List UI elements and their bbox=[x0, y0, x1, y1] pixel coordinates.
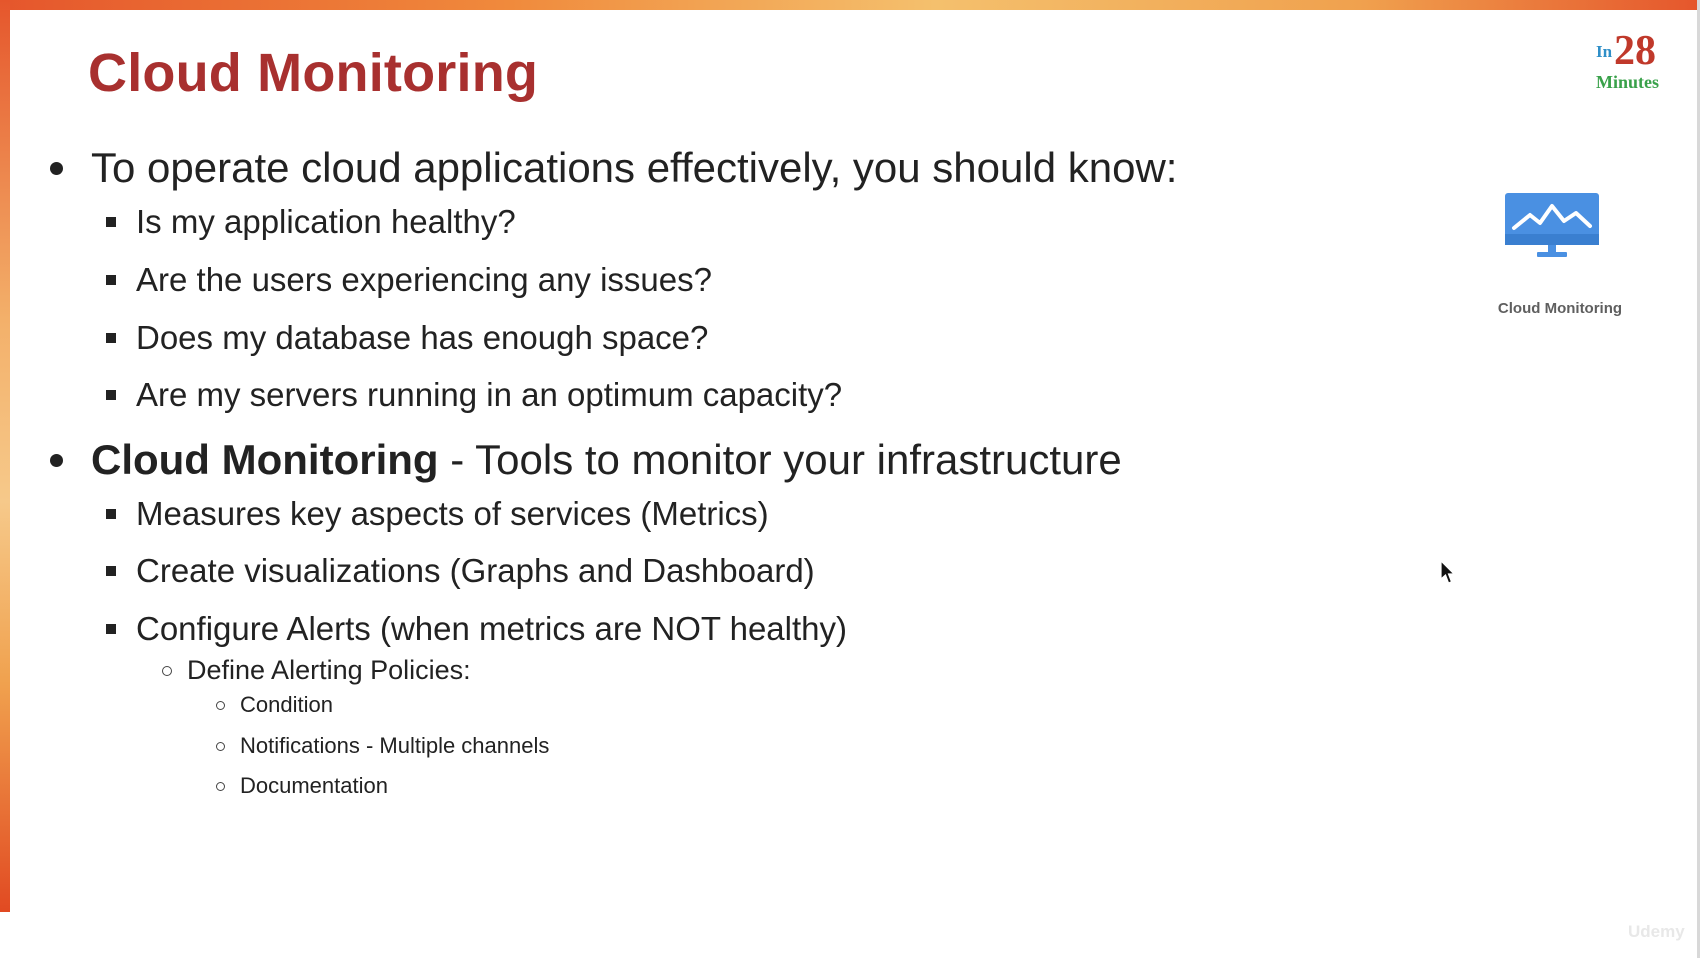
sub-bullet-text: Are the users experiencing any issues? bbox=[136, 261, 712, 298]
bullet-dot bbox=[50, 162, 63, 175]
sub-bullet-text: Configure Alerts (when metrics are NOT healthy) bbox=[136, 610, 847, 647]
logo-in-text: In bbox=[1596, 42, 1613, 61]
sub-bullet bbox=[106, 495, 769, 533]
in28minutes-logo bbox=[1596, 28, 1676, 98]
bullet-text: - Tools to monitor your infrastructure bbox=[438, 436, 1122, 483]
policy-item bbox=[216, 773, 388, 799]
monitoring-monitor-icon bbox=[1480, 188, 1640, 268]
bullet-circle-small bbox=[216, 782, 225, 791]
bullet-square bbox=[106, 333, 116, 343]
bullet-square bbox=[106, 217, 116, 227]
bullet-square bbox=[106, 509, 116, 519]
bullet-bold-text: Cloud Monitoring bbox=[91, 436, 439, 483]
bullet-square bbox=[106, 275, 116, 285]
bullet-text: To operate cloud applications effectively, you should know: bbox=[91, 144, 1178, 191]
sub-bullet bbox=[106, 203, 516, 241]
policy-item bbox=[216, 692, 333, 718]
bullet-square bbox=[106, 566, 116, 576]
slide-title: Cloud Monitoring bbox=[88, 43, 539, 103]
sub-bullet bbox=[106, 376, 842, 414]
policy-item bbox=[216, 733, 549, 759]
bullet-cloud-monitoring bbox=[50, 436, 1122, 484]
sub-bullet-text: Create visualizations (Graphs and Dashboard) bbox=[136, 552, 815, 589]
bullet-square bbox=[106, 624, 116, 634]
sub-bullet bbox=[106, 552, 815, 590]
bullet-operate bbox=[50, 144, 1177, 192]
sub-bullet bbox=[106, 610, 847, 648]
sub-bullet bbox=[106, 261, 712, 299]
sub-bullet-text: Is my application healthy? bbox=[136, 203, 516, 240]
sub-bullet-text: Does my database has enough space? bbox=[136, 319, 709, 356]
bullet-dot bbox=[50, 454, 63, 467]
service-label: Cloud Monitoring bbox=[1497, 300, 1623, 317]
policy-item-text: Documentation bbox=[240, 773, 388, 798]
bullet-circle bbox=[162, 666, 172, 676]
sub-bullet-text: Measures key aspects of services (Metrics) bbox=[136, 495, 769, 532]
bullet-square bbox=[106, 390, 116, 400]
cloud-monitoring-service bbox=[1480, 188, 1640, 328]
logo-number-text: 28 bbox=[1614, 28, 1656, 74]
mouse-cursor-icon bbox=[1440, 560, 1458, 586]
sub-bullet-text: Are my servers running in an optimum capacity? bbox=[136, 376, 843, 413]
sub-bullet bbox=[106, 319, 708, 357]
sub-sub-bullet-text: Define Alerting Policies: bbox=[187, 655, 471, 685]
policy-item-text: Notifications - Multiple channels bbox=[240, 733, 550, 758]
udemy-watermark: Udemy bbox=[1628, 922, 1685, 941]
policy-item-text: Condition bbox=[240, 692, 333, 717]
bullet-circle-small bbox=[216, 701, 225, 710]
bullet-circle-small bbox=[216, 742, 225, 751]
sub-sub-bullet bbox=[162, 655, 471, 686]
logo-minutes-text: Minutes bbox=[1596, 72, 1659, 92]
